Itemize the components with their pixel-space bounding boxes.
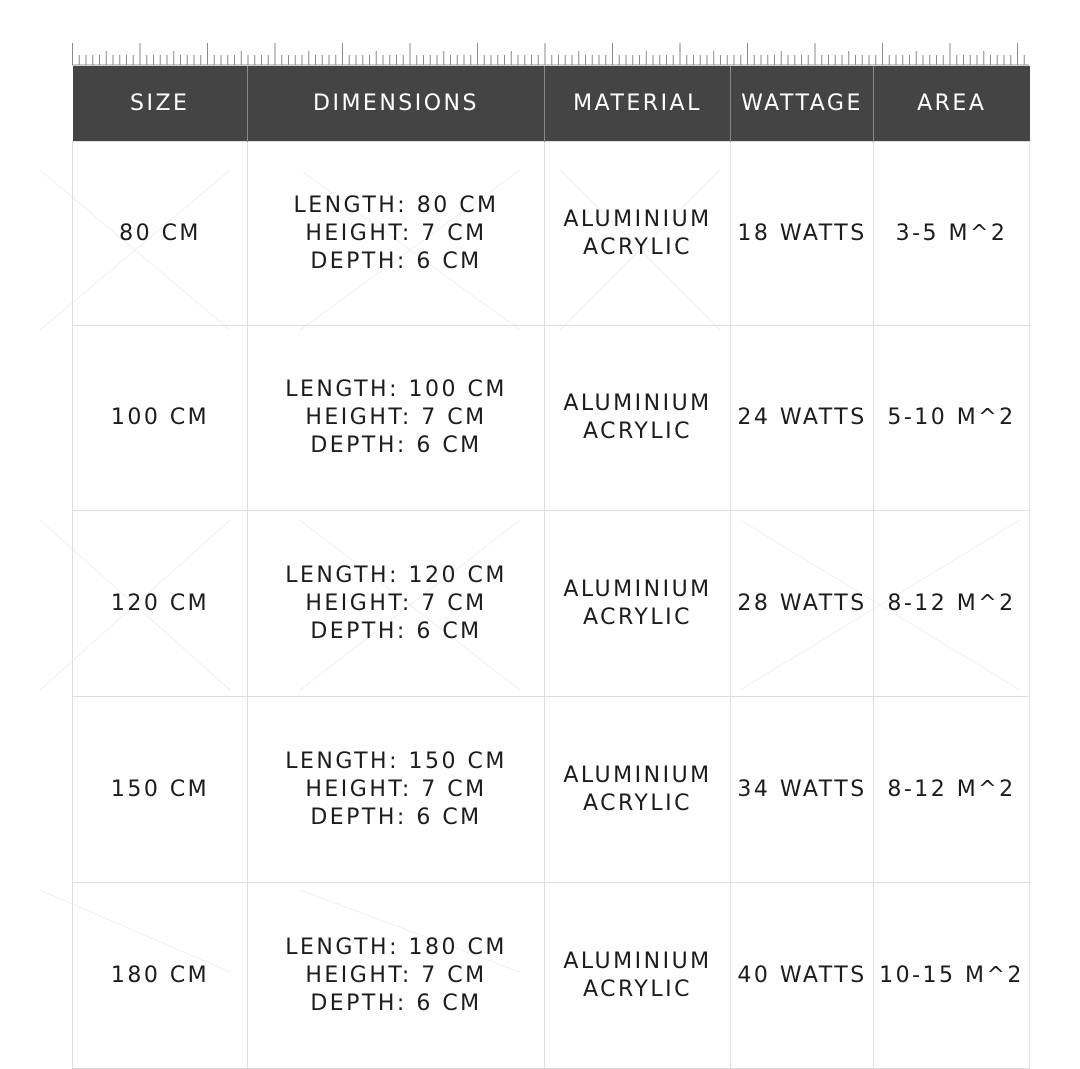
table-header-row [73,66,1030,142]
header-area: AREA [874,66,1030,142]
wattage-cell: 34 WATTS [731,697,874,883]
size-cell: 120 CM [73,511,248,697]
material-line: ALUMINIUM [563,948,712,974]
depth-text: DEPTH: 6 CM [310,433,482,458]
dimensions-cell [248,883,545,1069]
dimensions-cell [248,142,545,326]
material-cell [545,697,731,883]
material-line: ACRYLIC [583,419,692,444]
area-cell: 10-15 M^2 [874,883,1030,1069]
height-text: HEIGHT: 7 CM [305,220,487,246]
height-text: HEIGHT: 7 CM [305,962,487,988]
length-text: LENGTH: 150 CM [285,748,507,774]
spec-table [72,66,1030,1069]
depth-text: DEPTH: 6 CM [310,990,482,1016]
area-cell: 3-5 M^2 [874,142,1030,326]
material-line: ACRYLIC [583,234,692,260]
table-row [73,511,1030,697]
measuring-ruler [72,40,1029,66]
material-cell [545,326,731,511]
depth-text: DEPTH: 6 CM [310,618,482,644]
table-row [73,883,1030,1069]
material-cell [545,511,731,697]
height-text: HEIGHT: 7 CM [305,776,487,802]
material-line: ACRYLIC [583,604,692,630]
material-cell [545,883,731,1069]
length-text: LENGTH: 80 CM [293,192,499,218]
wattage-cell: 28 WATTS [731,511,874,697]
size-cell: 100 CM [73,326,248,511]
size-cell: 180 CM [73,883,248,1069]
header-wattage: WATTAGE [731,66,874,142]
wattage-cell: 40 WATTS [731,883,874,1069]
header-material: MATERIAL [545,66,731,142]
table-row [73,142,1030,326]
depth-text: DEPTH: 6 CM [310,804,482,830]
wattage-cell: 24 WATTS [731,326,874,511]
header-size: SIZE [73,66,248,142]
dimensions-cell [248,326,545,511]
material-line: ACRYLIC [583,976,692,1002]
dimensions-cell [248,511,545,697]
length-text: LENGTH: 180 CM [285,934,507,960]
header-dimensions: DIMENSIONS [248,66,545,142]
material-line: ALUMINIUM [563,576,712,602]
wattage-cell: 18 WATTS [731,142,874,326]
table-row [73,326,1030,511]
height-text: HEIGHT: 7 CM [305,405,487,430]
material-cell [545,142,731,326]
area-cell: 8-12 M^2 [874,697,1030,883]
material-line: ACRYLIC [583,790,692,816]
area-cell: 8-12 M^2 [874,511,1030,697]
area-cell: 5-10 M^2 [874,326,1030,511]
depth-text: DEPTH: 6 CM [310,248,482,274]
size-cell: 150 CM [73,697,248,883]
material-line: ALUMINIUM [563,391,712,416]
height-text: HEIGHT: 7 CM [305,590,487,616]
table-row [73,697,1030,883]
dimensions-cell [248,697,545,883]
material-line: ALUMINIUM [563,206,712,232]
size-cell: 80 CM [73,142,248,326]
length-text: LENGTH: 100 CM [285,377,507,402]
material-line: ALUMINIUM [563,762,712,788]
length-text: LENGTH: 120 CM [285,562,507,588]
